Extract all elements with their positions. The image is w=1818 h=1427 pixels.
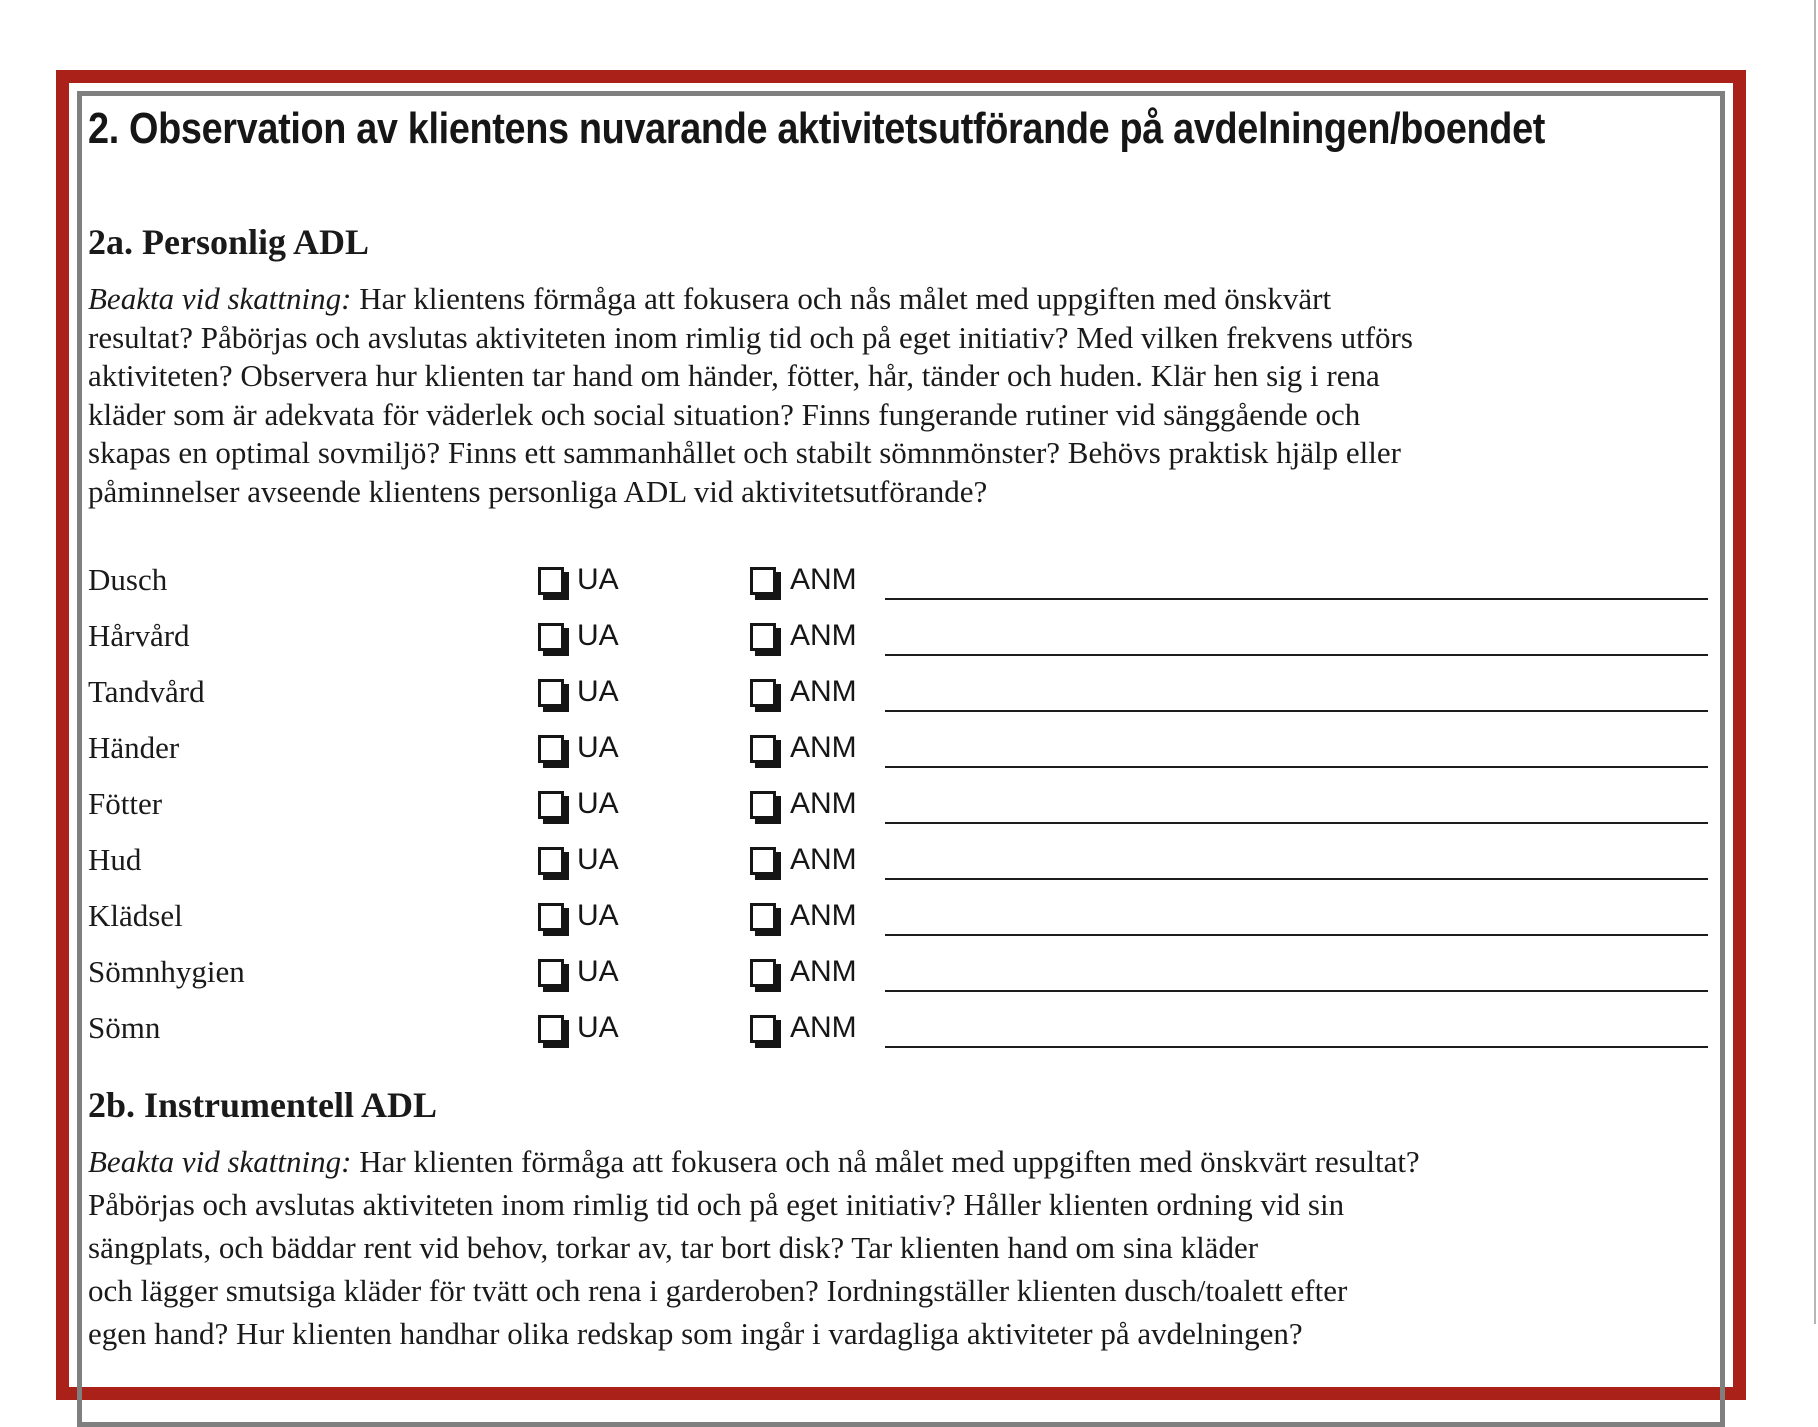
ua-checkbox-icon[interactable] (538, 903, 564, 931)
ua-label: UA (577, 563, 619, 596)
row-label: Tandvård (88, 674, 205, 709)
anm-answer-line[interactable] (885, 710, 1708, 712)
checklist-row (88, 896, 1710, 946)
text-line: egen hand? Hur klienten handhar olika redskap som ingår i vardagliga aktiviteter på avdelningen? (88, 1316, 1303, 1351)
anm-label: ANM (790, 619, 857, 652)
ua-checkbox-icon[interactable] (538, 623, 564, 651)
ua-checkbox-icon[interactable] (538, 567, 564, 595)
anm-label: ANM (790, 731, 857, 764)
anm-label: ANM (790, 843, 857, 876)
anm-label: ANM (790, 955, 857, 988)
ua-label: UA (577, 731, 619, 764)
anm-checkbox-icon[interactable] (750, 567, 776, 595)
note-lead: Beakta vid skattning: (88, 281, 352, 316)
text-line: resultat? Påbörjas och avslutas aktiviteten inom rimlig tid och på eget initiativ? Med vilken frekvens utförs (88, 319, 1413, 355)
text-line: kläder som är adekvata för väderlek och social situation? Finns fungerande rutiner vid sänggående och (88, 396, 1361, 432)
text-line (88, 1140, 1728, 1183)
page-edge-line (1814, 0, 1816, 1324)
text-line: skapas en optimal sovmiljö? Finns ett sammanhållet och stabilt sömnmönster? Behövs praktisk hjälp eller (88, 435, 1401, 470)
row-label: Sömn (88, 1010, 161, 1045)
ua-checkbox-icon[interactable] (538, 735, 564, 763)
ua-label: UA (577, 1011, 619, 1044)
row-label: Fötter (88, 786, 163, 821)
ua-checkbox-icon[interactable] (538, 959, 564, 987)
anm-label: ANM (790, 787, 857, 820)
checklist-row (88, 560, 1710, 610)
checklist-row (88, 728, 1710, 778)
ua-checkbox-icon[interactable] (538, 847, 564, 875)
anm-answer-line[interactable] (885, 654, 1708, 656)
anm-label: ANM (790, 675, 857, 708)
anm-answer-line[interactable] (885, 990, 1708, 992)
note-text: Har klienten förmåga att fokusera och nå målet med uppgiften med önskvärt resultat? (351, 1144, 1420, 1179)
anm-answer-line[interactable] (885, 934, 1708, 936)
anm-checkbox-icon[interactable] (750, 1015, 776, 1043)
anm-checkbox-icon[interactable] (750, 847, 776, 875)
anm-checkbox-icon[interactable] (750, 791, 776, 819)
ua-checkbox-icon[interactable] (538, 1015, 564, 1043)
text-line: Påbörjas och avslutas aktiviteten inom rimlig tid och på eget initiativ? Håller klienten ordning vid sin (88, 1187, 1345, 1222)
note-text: Har klientens förmåga att fokusera och nås målet med uppgiften med önskvärt (351, 281, 1332, 316)
text-line: påminnelser avseende klientens personliga ADL vid aktivitetsutförande? (88, 473, 988, 509)
ua-label: UA (577, 787, 619, 820)
ua-label: UA (577, 675, 619, 708)
row-label: Dusch (88, 562, 168, 597)
section-2b-note (88, 1140, 1728, 1355)
ua-checkbox-icon[interactable] (538, 679, 564, 707)
anm-answer-line[interactable] (885, 598, 1708, 600)
anm-label: ANM (790, 563, 857, 596)
anm-checkbox-icon[interactable] (750, 959, 776, 987)
checklist-row (88, 840, 1710, 890)
text-line (88, 280, 1728, 319)
anm-answer-line[interactable] (885, 878, 1708, 880)
checklist-row (88, 672, 1710, 722)
anm-checkbox-icon[interactable] (750, 735, 776, 763)
text-line: aktiviteten? Observera hur klienten tar hand om händer, fötter, hår, tänder och huden. Klär hen sig i rena (88, 358, 1380, 393)
anm-answer-line[interactable] (885, 822, 1708, 824)
anm-checkbox-icon[interactable] (750, 679, 776, 707)
ua-label: UA (577, 619, 619, 652)
row-label: Klädsel (88, 898, 183, 933)
anm-answer-line[interactable] (885, 766, 1708, 768)
section-2b-heading: 2b. Instrumentell ADL (88, 1085, 438, 1125)
checklist-row (88, 1008, 1710, 1058)
section-2a-heading: 2a. Personlig ADL (88, 222, 370, 262)
ua-checkbox-icon[interactable] (538, 791, 564, 819)
anm-label: ANM (790, 1011, 857, 1044)
row-label: Händer (88, 730, 180, 765)
anm-checkbox-icon[interactable] (750, 623, 776, 651)
row-label: Hud (88, 842, 142, 877)
checklist-row (88, 616, 1710, 666)
text-line: och lägger smutsiga kläder för tvätt och rena i garderoben? Iordningställer klienten dusch/toalett efter (88, 1273, 1348, 1308)
ua-label: UA (577, 899, 619, 932)
anm-answer-line[interactable] (885, 1046, 1708, 1048)
ua-label: UA (577, 843, 619, 876)
section-2a-note (88, 280, 1728, 511)
anm-label: ANM (790, 899, 857, 932)
checklist-row (88, 952, 1710, 1002)
note-lead: Beakta vid skattning: (88, 1144, 352, 1179)
section-title: 2. Observation av klientens nuvarande aktivitetsutförande på avdelningen/boendet (88, 104, 1546, 153)
row-label: Sömnhygien (88, 954, 245, 989)
row-label: Hårvård (88, 618, 190, 653)
anm-checkbox-icon[interactable] (750, 903, 776, 931)
ua-label: UA (577, 955, 619, 988)
text-line: sängplats, och bäddar rent vid behov, torkar av, tar bort disk? Tar klienten hand om sina kläder (88, 1230, 1259, 1265)
checklist-row (88, 784, 1710, 834)
